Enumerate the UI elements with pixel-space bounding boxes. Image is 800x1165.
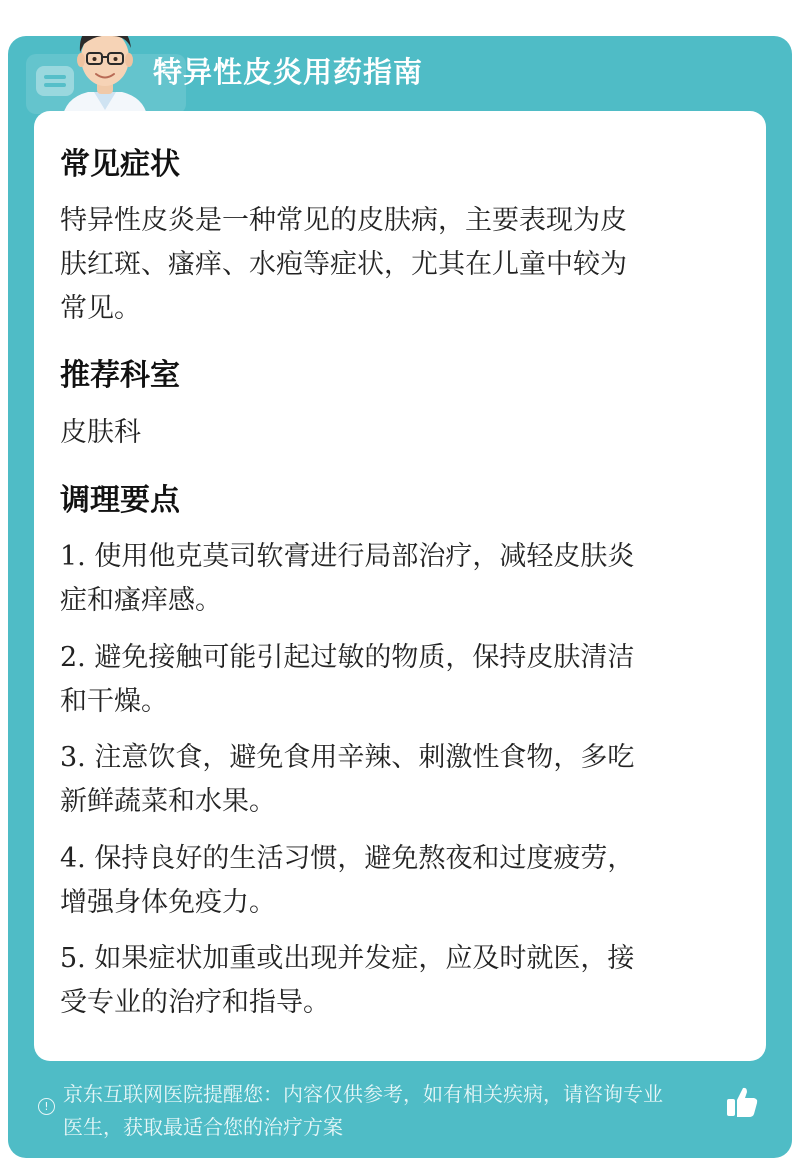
care-item-number: 2.: [60, 642, 86, 673]
care-item: [60, 535, 742, 623]
care-item: [60, 736, 742, 824]
info-icon: !: [38, 1098, 55, 1115]
care-item-text: 增强身体免疫力。: [60, 887, 276, 918]
care-item-text: 受专业的治疗和指导。: [60, 987, 330, 1018]
care-item-text: 避免接触可能引起过敏的物质，保持皮肤清洁: [85, 642, 635, 673]
symptoms-line: 肤红斑、瘙痒、水疱等症状，尤其在儿童中较为: [60, 249, 627, 280]
care-item-number: 5.: [60, 943, 86, 974]
care-item: [60, 636, 742, 724]
care-item-text: 如果症状加重或出现并发症，应及时就医，接: [85, 943, 635, 974]
disclaimer-line: 医生，获取最适合您的治疗方案: [63, 1115, 343, 1139]
care-item-text: 和干燥。: [60, 686, 168, 717]
thumbs-up-icon[interactable]: [724, 1084, 760, 1120]
care-item-text: 新鲜蔬菜和水果。: [60, 786, 276, 817]
care-item: [60, 937, 742, 1025]
care-item-number: 1.: [60, 541, 86, 572]
section-title-care: 调理要点: [60, 483, 180, 518]
care-item-text: 症和瘙痒感。: [60, 585, 222, 616]
page-title: 特异性皮炎用药指南: [153, 55, 424, 89]
department-value: 皮肤科: [60, 417, 141, 448]
care-item-text: 保持良好的生活习惯，避免熬夜和过度疲劳，: [85, 843, 635, 874]
care-item-text: 使用他克莫司软膏进行局部治疗，减轻皮肤炎: [85, 541, 635, 572]
disclaimer: [63, 1078, 728, 1144]
care-item: [60, 837, 742, 925]
content-card: [34, 111, 766, 1061]
section-title-department: 推荐科室: [60, 358, 180, 393]
header: [8, 36, 792, 111]
symptoms-line: 特异性皮炎是一种常见的皮肤病，主要表现为皮: [60, 205, 627, 236]
guide-card: [8, 36, 792, 1158]
care-item-number: 4.: [60, 843, 86, 874]
care-item-number: 3.: [60, 742, 86, 773]
care-item-text: 注意饮食，避免食用辛辣、刺激性食物，多吃: [85, 742, 635, 773]
symptoms-text: [60, 199, 740, 331]
symptoms-line: 常见。: [60, 293, 141, 324]
section-title-symptoms: 常见症状: [60, 147, 180, 182]
disclaimer-line: 京东互联网医院提醒您：内容仅供参考，如有相关疾病，请咨询专业: [63, 1082, 663, 1106]
doctor-avatar: [50, 36, 160, 121]
